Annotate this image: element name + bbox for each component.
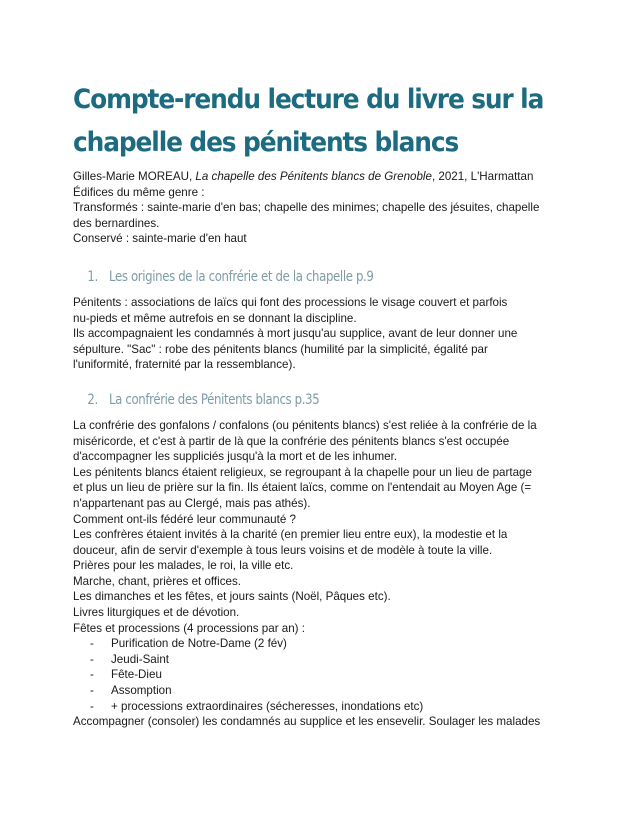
procession-list [73,636,568,714]
title-line-2: chapelle des pénitents blancs [73,127,459,158]
paragraph-line: douceur, afin de servir d'exemple à tous leurs voisins et de modèle à toute la ville. [73,543,493,557]
intro-block [73,169,568,247]
paragraph-line: Les confrères étaient invités à la charité (en premier lieu entre eux), la modestie et la [73,528,508,542]
paragraph-line: Livres liturgiques et de dévotion. [73,606,240,620]
paragraph-line: Comment ont-ils fédéré leur communauté ? [73,512,296,526]
list-item: - Purification de Notre-Dame (2 fév) [73,636,568,652]
paragraph-line: Les pénitents blancs étaient religieux, se regroupant à la chapelle pour un lieu de partage [73,465,532,479]
section-heading-1: 1. Les origines de la confrérie et de la chapelle p.9 [87,268,374,285]
list-item: - Fête-Dieu [73,667,568,683]
paragraph-line: l'uniformité, fraternité par la ressemblance). [73,358,296,372]
paragraph-line: La confrérie des gonfalons / confalons (ou pénitents blancs) s'est reliée à la confrérie de la [73,418,537,432]
page-title [73,78,570,164]
intro-line: Transformés : sainte-marie d'en bas; chapelle des minimes; chapelle des jésuites, chapelle [73,201,540,215]
book-reference: Gilles-Marie MOREAU, La chapelle des Pénitents blancs de Grenoble, 2021, L'Harmattan [73,170,534,183]
paragraph-line: Ils accompagnaient les condamnés à mort jusqu'au supplice, avant de leur donner une [73,327,518,341]
paragraph-line: Les dimanches et les fêtes, et jours saints (Noël, Pâques etc). [73,590,391,604]
list-item: - Assomption [73,683,568,699]
paragraph-line: n'appartenant pas au Clergé, mais pas athés). [73,496,311,510]
paragraph-line: miséricorde, et c'est à partir de là que la confrérie des pénitents blancs s'est occupée [73,434,510,448]
paragraph-line: d'accompagner les suppliciés jusqu'à la mort et de les inhumer. [73,450,398,464]
paragraph-line: Accompagner (consoler) les condamnés au supplice et les ensevelir. Soulager les malades [73,715,541,729]
intro-line: Conservé : sainte-marie d'en haut [73,232,247,246]
paragraph-line: Pénitents : associations de laïcs qui font des processions le visage couvert et parfois [73,295,508,309]
title-line-1: Compte-rendu lecture du livre sur la [73,84,544,115]
book-title: La chapelle des Pénitents blancs de Grenoble [195,170,432,183]
section-1-body [73,295,568,373]
section-heading-2: 2. La confrérie des Pénitents blancs p.35 [87,391,320,408]
list-item: - + processions extraordinaires (sécheresses, inondations etc) [73,699,568,715]
intro-line: des bernardines. [73,216,160,230]
section-2-body [73,418,568,730]
paragraph-line: Fêtes et processions (4 processions par an) : [73,621,305,635]
document-page [73,78,568,730]
list-item: - Jeudi-Saint [73,652,568,668]
paragraph-line: Prières pour les malades, le roi, la ville etc. [73,559,294,573]
paragraph-line: Marche, chant, prières et offices. [73,574,241,588]
paragraph-line: et plus un lieu de prière sur la fin. Ils étaient laïcs, comme on l'entendait au Moyen Age (= [73,481,532,495]
intro-line: Édifices du même genre : [73,185,205,199]
paragraph-line: sépulture. "Sac" : robe des pénitents blancs (humilité par la simplicité, égalité par [73,342,488,356]
paragraph-line: nu-pieds et même autrefois en se donnant la discipline. [73,311,357,325]
